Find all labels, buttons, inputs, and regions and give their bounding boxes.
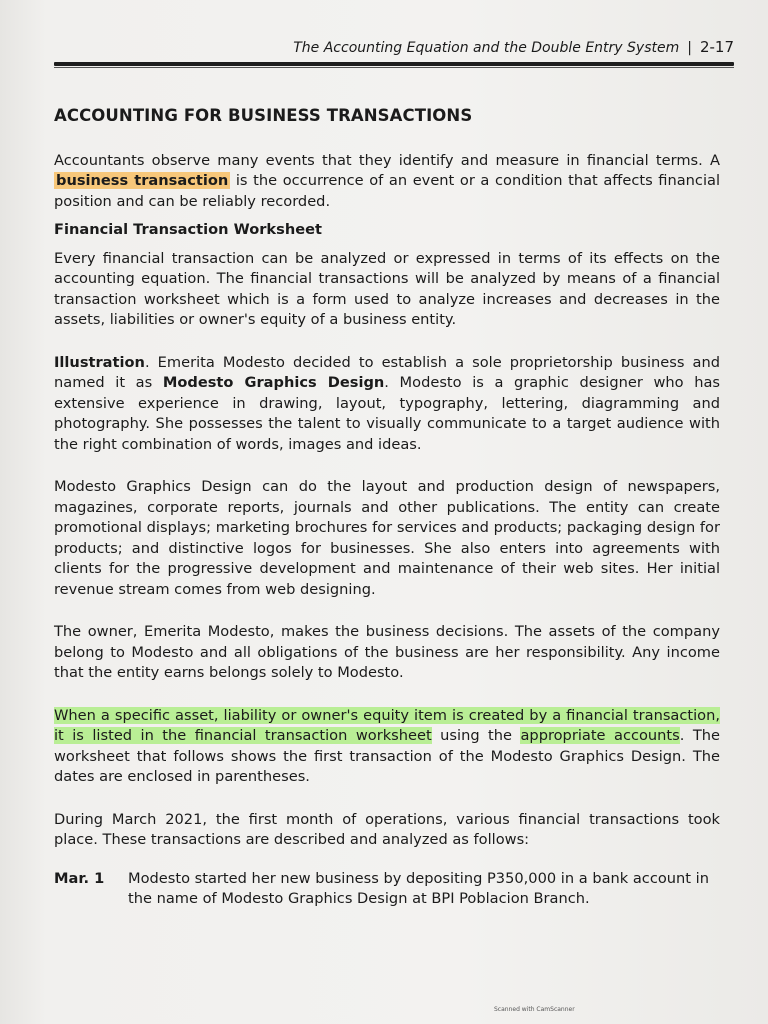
illustration-label: Illustration bbox=[54, 353, 145, 371]
transaction-date: Mar. 1 bbox=[54, 869, 105, 887]
header-separator: | bbox=[687, 40, 692, 56]
subheading: Financial Transaction Worksheet bbox=[54, 221, 322, 238]
transaction-description: Modesto started her new business by depositing P350,000 in a bank account in the name of Modesto Graphics Design at BPI Poblacion Branch. bbox=[128, 869, 709, 907]
intro-text-before: Accountants observe many events that they identify and measure in financial terms. A bbox=[54, 151, 720, 169]
highlighted-mid-text: using the bbox=[431, 727, 521, 744]
illustration-text-1: . Emerita Modesto decided to establish a sole proprietorship business and named it as bbox=[54, 353, 720, 391]
worksheet-paragraph: Every financial transaction can be analyzed or expressed in terms of its effects on the accounting equation. The financial transactions will be analyzed by means of a financial transaction worksheet which is a form used to analyze increases and decreases in the assets, liabilities or owner's equity of a business entity. bbox=[54, 249, 720, 328]
highlight-green-2: appropriate accounts bbox=[520, 727, 680, 744]
transaction-entry bbox=[54, 869, 720, 910]
owner-paragraph: The owner, Emerita Modesto, makes the business decisions. The assets of the company belong to Modesto and all obligations of the business are her responsibility. Any income that the entity earns belongs solely to Modesto. bbox=[54, 623, 720, 681]
page-number: 2-17 bbox=[699, 38, 734, 56]
illustration-text-2: . Modesto is a graphic designer who has extensive experience in drawing, layout, typography, lettering, diagramming and photography. She possesses the talent to visually communicate to a target audience with the right combination of words, images and ideas. bbox=[54, 374, 721, 453]
header-rule-thin bbox=[54, 67, 734, 68]
services-paragraph: Modesto Graphics Design can do the layout and production design of newspapers, magazines, corporate reports, journals and other publications. The entity can create promotional displays; marketing brochures for services and products; packaging design for products; and distinctive logos for businesses. She also enters into agreements with clients for the progressive development and maintenance of their web sites. Her initial revenue stream comes from web designing. bbox=[54, 478, 720, 598]
highlighted-rest-text: . The worksheet that follows shows the first transaction of the Modesto Graphics Design. The dates are enclosed in parentheses. bbox=[54, 727, 721, 785]
business-transaction-term: business transaction bbox=[56, 172, 229, 189]
section-title: ACCOUNTING FOR BUSINESS TRANSACTIONS bbox=[54, 106, 473, 125]
intro-text-after: is the occurrence of an event or a condition that affects financial position and can be reliably recorded. bbox=[54, 172, 720, 210]
intro-paragraph bbox=[54, 151, 720, 213]
highlight-green-1: When a specific asset, liability or owner's equity item is created by a financial transaction, it is listed in the financial transaction worksheet bbox=[54, 706, 720, 744]
march-paragraph: During March 2021, the first month of operations, various financial transactions took place. These transactions are described and analyzed as follows: bbox=[54, 810, 720, 848]
page-body bbox=[54, 106, 720, 910]
running-title: The Accounting Equation and the Double Entry System bbox=[293, 40, 680, 56]
illustration-paragraph bbox=[54, 353, 720, 456]
header-rule bbox=[54, 62, 734, 66]
business-name: Modesto Graphics Design bbox=[162, 374, 385, 391]
scanner-watermark: Scanned with CamScanner bbox=[494, 1006, 575, 1013]
highlighted-paragraph bbox=[54, 706, 720, 788]
